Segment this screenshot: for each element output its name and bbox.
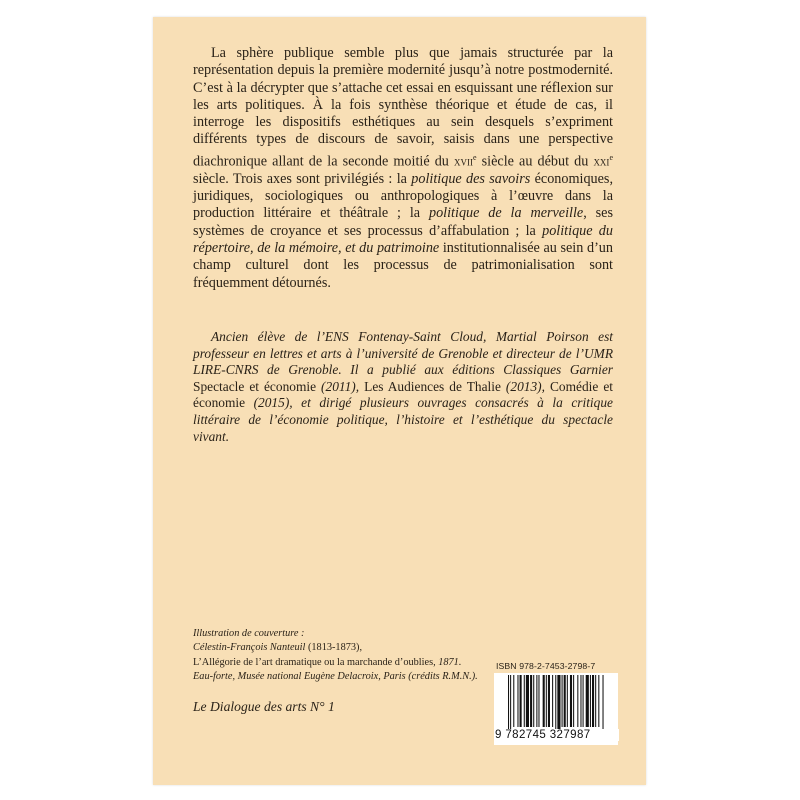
barcode-bar: [530, 675, 532, 727]
barcode-bar: [548, 675, 550, 727]
barcode-bar: [603, 675, 604, 731]
credit-artist: Célestin-François Nanteuil (1813-1873),: [193, 642, 363, 654]
back-cover-blurb: La sphère publique semble plus que jamais structurée par la représentation depuis la première modernité jusqu’à notre postmodernité. C’est à la décrypter que s’attache cet essai en esquissant une réflexion sur les arts politiques. À la fois synthèse théorique et étude de cas, il interroge les dispositifs esthétiques au sein desquels s’expriment différents types de discours de savoir, saisis dans une perspective diachronique allant de la seconde moitié du xvii$^e$ siècle au début du xxi$^e$ siècle. Trois axes sont privilégiés : la politique des savoirs économiques, juridiques, sociologiques ou anthropologiques à l’œuvre dans la production littéraire et théâtrale ; la politique de la merveille, ses systèmes de croyance et ses processus d’affabulation ; la politique du répertoire, de la mémoire, et du patrimoine institutionnalisée au sein d’un champ culturel dont les processus de patrimonialisation sont fréquemment détournés.: [193, 45, 613, 291]
barcode-bar: [595, 675, 596, 727]
barcode-bar: [586, 675, 589, 727]
barcode-bar: [543, 675, 545, 727]
series-title: Le Dialogue des arts N° 1: [193, 699, 335, 714]
barcode-bar: [546, 675, 547, 727]
cover-illustration-credit: [193, 627, 513, 684]
barcode-bar: [533, 675, 534, 727]
barcode-bar: [552, 675, 553, 727]
barcode-bar: [538, 675, 539, 727]
isbn-label: ISBN 978-2-7453-2798-7: [496, 661, 596, 671]
barcode-bar: [510, 675, 511, 731]
barcode-bar: [573, 675, 574, 727]
barcode-bar: [555, 675, 556, 731]
credit-medium: Eau-forte, Musée national Eugène Delacroix, Paris (crédits R.M.N.).: [193, 670, 478, 682]
barcode-bar: [598, 675, 599, 727]
credit-work: L’Allégorie de l’art dramatique ou la marchande d’oublies, 1871.: [193, 656, 462, 668]
barcode-bar: [564, 675, 566, 727]
barcode-digits: 9 782745 327987: [494, 729, 619, 741]
barcode-bar: [590, 675, 591, 727]
barcode-bar: [526, 675, 529, 727]
barcode-bar: [592, 675, 594, 727]
barcode-bar: [508, 675, 509, 731]
author-biography: Ancien élève de l’ENS Fontenay-Saint Cloud, Martial Poirson est professeur en lettres et arts à l’université de Grenoble et directeur de l’UMR LIRE-CNRS de Grenoble. Il a publié aux éditions Classiques Garnier Spectacle et économie (2011), Les Audiences de Thalie (2013), Comédie et économie (2015), et dirigé plusieurs ouvrages consacrés à la critique littéraire de l’économie politique, l’histoire et l’esthétique du spectacle vivant.: [193, 329, 614, 444]
barcode-bar: [557, 675, 560, 731]
barcode-bar: [580, 675, 581, 727]
barcode-bar: [524, 675, 525, 727]
barcode-bar: [567, 675, 568, 727]
barcode-bar: [562, 675, 563, 727]
barcode-bar: [536, 675, 537, 727]
barcode-bar: [583, 675, 584, 727]
barcode-bar: [520, 675, 522, 727]
barcode-bar: [517, 675, 518, 727]
credit-heading: Illustration de couverture :: [193, 628, 305, 639]
barcode-bar: [513, 675, 514, 727]
barcode-bar: [570, 675, 572, 727]
barcode-bar: [577, 675, 578, 727]
